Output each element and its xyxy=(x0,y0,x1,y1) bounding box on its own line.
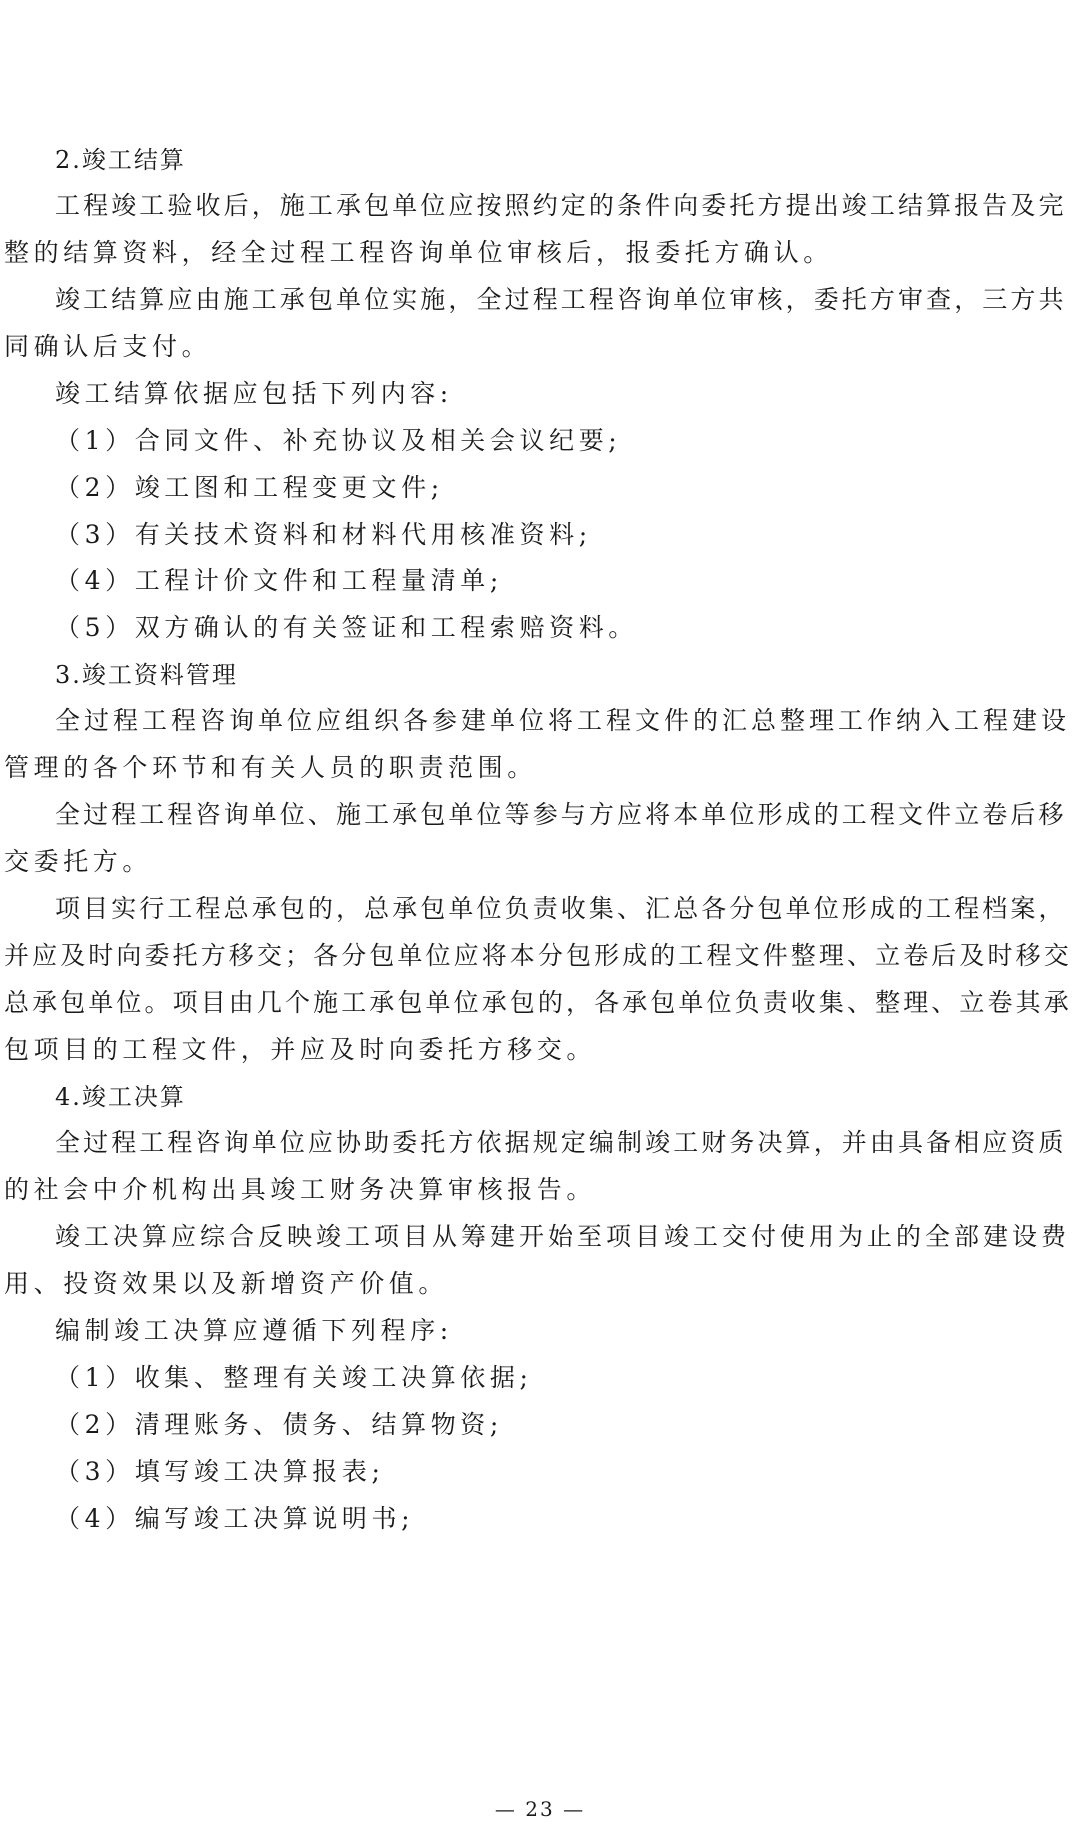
section-heading: 3.竣工资料管理 xyxy=(55,661,238,689)
paragraph-line: 全过程工程咨询单位应组织各参建单位将工程文件的汇总整理工作纳入工程建设 xyxy=(55,706,1071,735)
paragraph-line: 编制竣工决算应遵循下列程序: xyxy=(55,1316,453,1345)
list-item: （1）合同文件、补充协议及相关会议纪要; xyxy=(55,426,622,455)
paragraph-line: 全过程工程咨询单位、施工承包单位等参与方应将本单位形成的工程文件立卷后移 xyxy=(55,800,1067,829)
paragraph-line: 包项目的工程文件，并应及时向委托方移交。 xyxy=(4,1035,597,1064)
paragraph-line: 竣工决算应综合反映竣工项目从筹建开始至项目竣工交付使用为止的全部建设费 xyxy=(55,1222,1071,1251)
list-item: （3）有关技术资料和材料代用核准资料; xyxy=(55,520,592,549)
list-item: （4）工程计价文件和工程量清单; xyxy=(55,566,503,595)
paragraph-line: 整的结算资料，经全过程工程咨询单位审核后，报委托方确认。 xyxy=(4,238,833,267)
paragraph-line: 同确认后支付。 xyxy=(4,332,212,361)
paragraph-line: 的社会中介机构出具竣工财务决算审核报告。 xyxy=(4,1175,597,1204)
list-item: （2）清理账务、债务、结算物资; xyxy=(55,1410,503,1439)
paragraph-line: 全过程工程咨询单位应协助委托方依据规定编制竣工财务决算，并由具备相应资质 xyxy=(55,1128,1067,1157)
list-item: （3）填写竣工决算报表; xyxy=(55,1457,385,1486)
paragraph-line: 竣工结算依据应包括下列内容: xyxy=(55,379,453,408)
list-item: （4）编写竣工决算说明书; xyxy=(55,1504,415,1533)
paragraph-line: 并应及时向委托方移交；各分包单位应将本分包形成的工程文件整理、立卷后及时移交 xyxy=(4,941,1072,970)
section-heading: 2.竣工结算 xyxy=(55,146,186,174)
list-item: （2）竣工图和工程变更文件; xyxy=(55,473,444,502)
paragraph-line: 竣工结算应由施工承包单位实施，全过程工程咨询单位审核，委托方审查，三方共 xyxy=(55,285,1067,314)
paragraph-line: 项目实行工程总承包的，总承包单位负责收集、汇总各分包单位形成的工程档案， xyxy=(55,894,1067,923)
list-item: （5）双方确认的有关签证和工程索赔资料。 xyxy=(55,613,638,642)
list-item: （1）收集、整理有关竣工决算依据; xyxy=(55,1363,533,1392)
paragraph-line: 交委托方。 xyxy=(4,847,153,876)
paragraph-line: 工程竣工验收后，施工承包单位应按照约定的条件向委托方提出竣工结算报告及完 xyxy=(55,191,1067,220)
paragraph-line: 用、投资效果以及新增资产价值。 xyxy=(4,1269,449,1298)
section-heading: 4.竣工决算 xyxy=(55,1083,186,1111)
paragraph-line: 管理的各个环节和有关人员的职责范围。 xyxy=(4,753,537,782)
paragraph-line: 总承包单位。项目由几个施工承包单位承包的，各承包单位负责收集、整理、立卷其承 xyxy=(4,988,1072,1017)
page-number: — 23 — xyxy=(494,1797,586,1821)
